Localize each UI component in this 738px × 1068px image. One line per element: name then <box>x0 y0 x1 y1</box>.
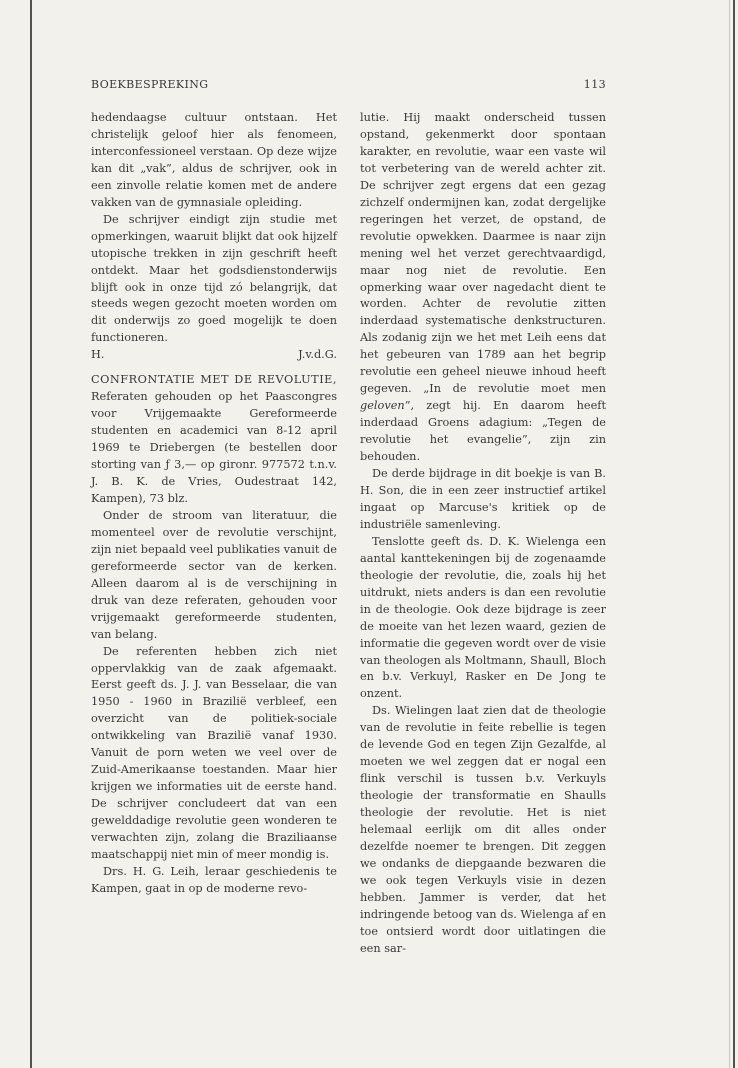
scan-right-edge-shadow <box>729 0 730 1068</box>
paragraph: De derde bijdrage in dit boekje is van B. H. Son, die in een zeer instructief artikel ingaat op Marcuse's kritiek op de industriële samenleving. <box>360 467 606 531</box>
review-signature <box>91 347 337 364</box>
paragraph: De referenten hebben zich niet oppervlakkig van de zaak afgemaakt. Eerst geeft ds. J. J. van Besselaar, die van 1950 - 1960 in Brazilië verbleef, een overzicht van de politiek-sociale ontwikkeling van Brazilië vanaf 1930. Vanuit de porn weten we veel over de Zuid-Amerikaanse toestanden. Maar hier krijgen we informaties uit de eerste hand. De schrijver concludeert dat van een gewelddadige revolutie geen wonderen te verwachten zijn, zolang die Braziliaanse maatschappij niet min of meer mondig is. <box>91 644 337 861</box>
page-number: 113 <box>583 78 606 91</box>
paragraph: Onder de stroom van literatuur, die momenteel over de revolutie verschijnt, zijn niet bepaald veel publikaties vanuit de gereformeerde sector van de kerken. Alleen daarom al is de verschijning in druk van deze referaten, gehouden voor vrijgemaakt gereformeerde studenten, van belang. <box>91 508 337 641</box>
signature-initial: H. <box>91 348 105 362</box>
paragraph: De schrijver eindigt zijn studie met opmerkingen, waaruit blijkt dat ook hijzelf utopische trekken in zijn geschrift heeft ontdekt. Maar het godsdienstonderwijs blijft ook in onze tijd zó belangrijk, dat steeds wegen gezocht moeten worden om dit onderwijs zo goed mogelijk te doen functioneren. <box>91 212 337 345</box>
review-heading <box>91 372 337 508</box>
paragraph-text: ”, zegt hij. En daarom heeft inderdaad Groens adagium: „Tegen de revolutie het evangelie”, zijn zin behouden. <box>360 399 606 464</box>
paragraph: Drs. H. G. Leih, leraar geschiedenis te Kampen, gaat in op de moderne revo- <box>91 864 337 895</box>
right-column <box>360 110 606 958</box>
review-title: CONFRONTATIE MET DE REVOLUTIE, <box>91 373 337 387</box>
running-title: BOEKBESPREKING <box>91 78 209 91</box>
signature-author: J.v.d.G. <box>298 348 337 362</box>
scan-right-edge <box>733 0 735 1068</box>
left-column <box>91 110 337 898</box>
paragraph: Tenslotte geeft ds. D. K. Wielenga een aantal kanttekeningen bij de zogenaamde theologie der revolutie, die, zoals hij het uitdrukt, niets anders is dan een revolutie in de theologie. Ook deze bijdrage is zeer de moeite van het lezen waard, gezien de informatie die gegeven wordt over de visie van theologen als Moltmann, Shaull, Bloch en b.v. Verkuyl, Rasker en De Jong te onzent. <box>360 534 606 701</box>
paragraph-text: lutie. Hij maakt onderscheid tussen opstand, gekenmerkt door spontaan karakter, en revolutie, waar een vaste wil tot verbetering van de wereld achter zit. De schrijver zegt ergens dat een gezag zichzelf ondermijnen kan, zodat dergelijke regeringen het verzet, de opstand, de revolutie opwekken. Daarmee is naar zijn mening wel het verzet gerechtvaardigd, maar nog niet de revolutie. Een opmerking waar over nagedacht dient te worden. Achter de revolutie zitten inderdaad systematische denkstructuren. Als zodanig zijn we het met Leih eens dat het gebeuren van 1789 aan het begrip revolutie een geheel nieuwe inhoud heeft gegeven. „In de revolutie moet men <box>360 111 606 396</box>
paragraph: hedendaagse cultuur ontstaan. Het christelijk geloof hier als fenomeen, interconfessioneel verstaan. Op deze wijze kan dit „vak”, aldus de schrijver, ook in een zinvolle relatie komen met de andere vakken van de gymnasiale opleiding. <box>91 111 337 209</box>
scan-left-edge <box>30 0 32 1068</box>
paragraph: Ds. Wielingen laat zien dat de theologie van de revolutie in feite rebellie is tegen de levende God en tegen Zijn Gezalfde, al moeten we wel zeggen dat er nogal een flink verschil is tussen b.v. Verkuyls theologie der transformatie en Shaulls theologie der revolutie. Het is niet helemaal eerlijk om dit alles onder dezelfde noemer te brengen. Dit zeggen we ondanks de diepgaande bezwaren die we ook tegen Verkuyls visie in dezen hebben. Jammer is verder, dat het indringende betoog van ds. Wielenga af en toe ontsierd wordt door uitlatingen die een sar- <box>360 704 606 955</box>
emphasis-text: geloven <box>360 399 405 413</box>
paragraph <box>360 110 606 466</box>
review-details: Referaten gehouden op het Paascongres voor Vrijgemaakte Gereformeerde studenten en academici van 8-12 april 1969 te Driebergen (te bestellen door storting van ƒ 3,— op gironr. 977572 t.n.v. J. B. K. de Vries, Oudestraat 142, Kampen), 73 blz. <box>91 390 337 505</box>
